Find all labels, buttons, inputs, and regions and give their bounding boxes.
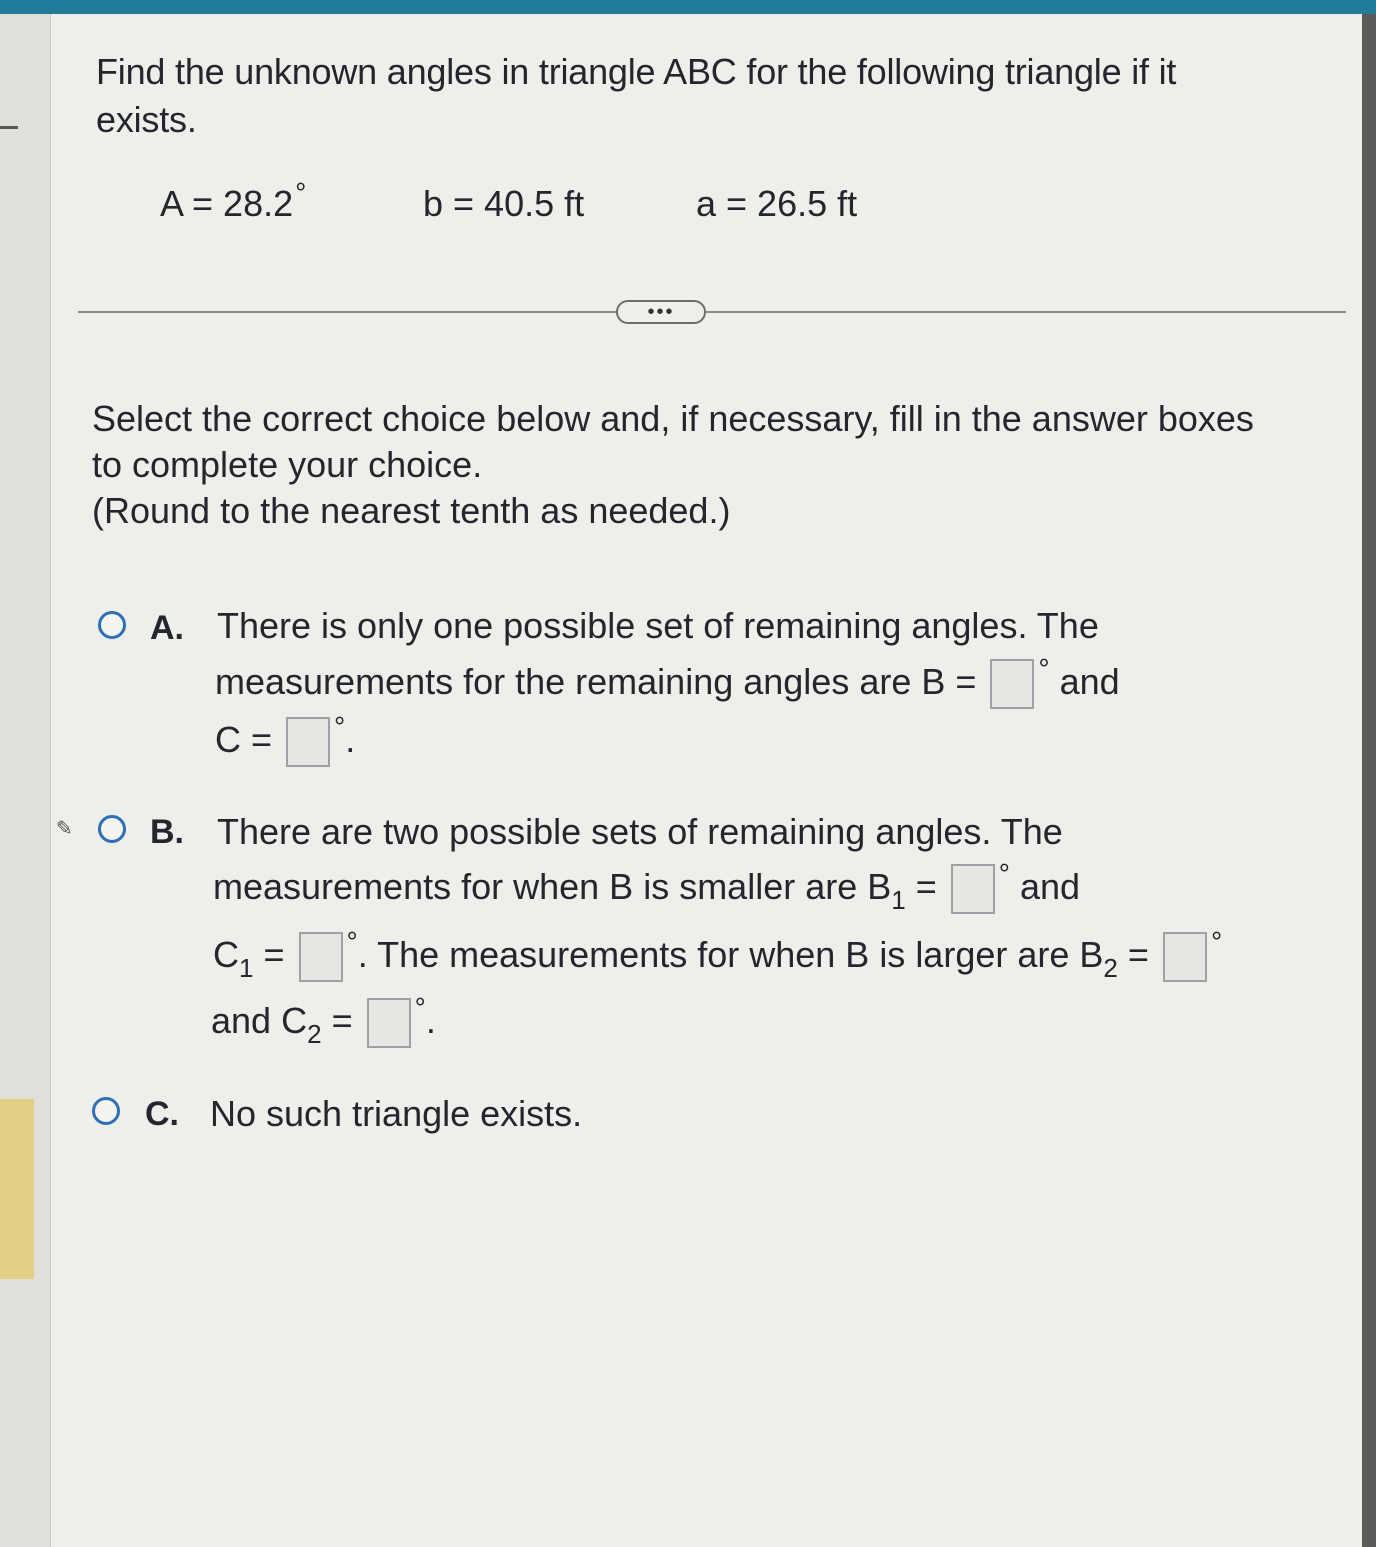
degree-symbol: ° (334, 711, 346, 742)
choice-a-radio[interactable] (98, 611, 126, 639)
choice-a-line-1: There is only one possible set of remaining angles. The (217, 605, 1099, 646)
answer-box-b2[interactable] (1163, 932, 1207, 982)
equals-sign: = (263, 934, 285, 975)
choice-b-line-4-text: and C (211, 1000, 308, 1041)
degree-symbol: ° (295, 177, 307, 208)
choice-c-text: No such triangle exists. (210, 1093, 583, 1134)
subscript-1: 1 (891, 885, 906, 915)
period: . (425, 1000, 436, 1041)
subscript-2: 2 (307, 1019, 322, 1049)
instructions-line-3: (Round to the nearest tenth as needed.) (92, 490, 731, 531)
top-bar (0, 0, 1376, 14)
question-panel (50, 14, 1363, 1547)
expand-button[interactable]: ••• (616, 300, 706, 324)
choice-a-and: and (1059, 661, 1120, 702)
answer-box-c[interactable] (286, 717, 330, 767)
equals-sign: = (331, 1000, 353, 1041)
pencil-mark-icon: ✎ (56, 818, 73, 840)
choice-b-line-3 (213, 926, 1223, 983)
equals-sign: = (915, 866, 937, 907)
degree-symbol: ° (346, 926, 358, 957)
answer-box-b[interactable] (990, 659, 1034, 709)
instructions-line-2: to complete your choice. (92, 444, 483, 485)
choice-b-line-2-text: measurements for when B is smaller are B (213, 866, 892, 907)
degree-symbol: ° (1038, 653, 1050, 684)
answer-box-b1[interactable] (951, 864, 995, 914)
choice-b-line-2 (213, 858, 1081, 915)
left-tick-mark (0, 126, 18, 129)
given-side-b: b = 40.5 ft (423, 183, 585, 224)
choice-a-line-2 (215, 653, 1120, 710)
choice-a-line-2-text: measurements for the remaining angles are B = (215, 661, 977, 702)
instructions-line-1: Select the correct choice below and, if necessary, fill in the answer boxes (92, 398, 1254, 439)
choice-a-letter: A. (150, 609, 184, 647)
choice-b-letter: B. (150, 813, 184, 851)
choice-b-line-3-text: . The measurements for when B is larger are B (357, 934, 1104, 975)
choice-b-line-4 (211, 992, 436, 1049)
instructions (92, 396, 1332, 534)
subscript-2: 2 (1103, 953, 1118, 983)
equals-sign: = (1127, 934, 1149, 975)
degree-symbol: ° (1210, 926, 1223, 957)
answer-box-c2[interactable] (367, 998, 411, 1048)
choice-b-line-1: There are two possible sets of remaining angles. The (217, 811, 1063, 852)
period: . (345, 719, 356, 760)
subscript-1: 1 (239, 953, 254, 983)
choice-a-line-3 (215, 711, 356, 768)
choice-c-letter: C. (145, 1095, 179, 1133)
given-side-a: a = 26.5 ft (696, 183, 858, 224)
right-edge (1362, 14, 1376, 1547)
answer-box-c1[interactable] (299, 932, 343, 982)
c1-label: C (213, 934, 239, 975)
choice-a-line-3-text: C = (215, 719, 273, 760)
choice-b-and: and (1020, 866, 1081, 907)
left-highlight (0, 1099, 34, 1279)
choice-b-radio[interactable] (98, 815, 126, 843)
given-angle-a (160, 177, 307, 229)
left-gutter (0, 14, 50, 1547)
degree-symbol: ° (998, 858, 1010, 889)
section-divider (78, 311, 1346, 313)
degree-symbol: ° (414, 992, 426, 1023)
choice-c-radio[interactable] (92, 1097, 120, 1125)
question-text: Find the unknown angles in triangle ABC for the following triangle if it exists. (96, 51, 1177, 140)
given-angle-a-value: A = 28.2 (160, 183, 294, 224)
